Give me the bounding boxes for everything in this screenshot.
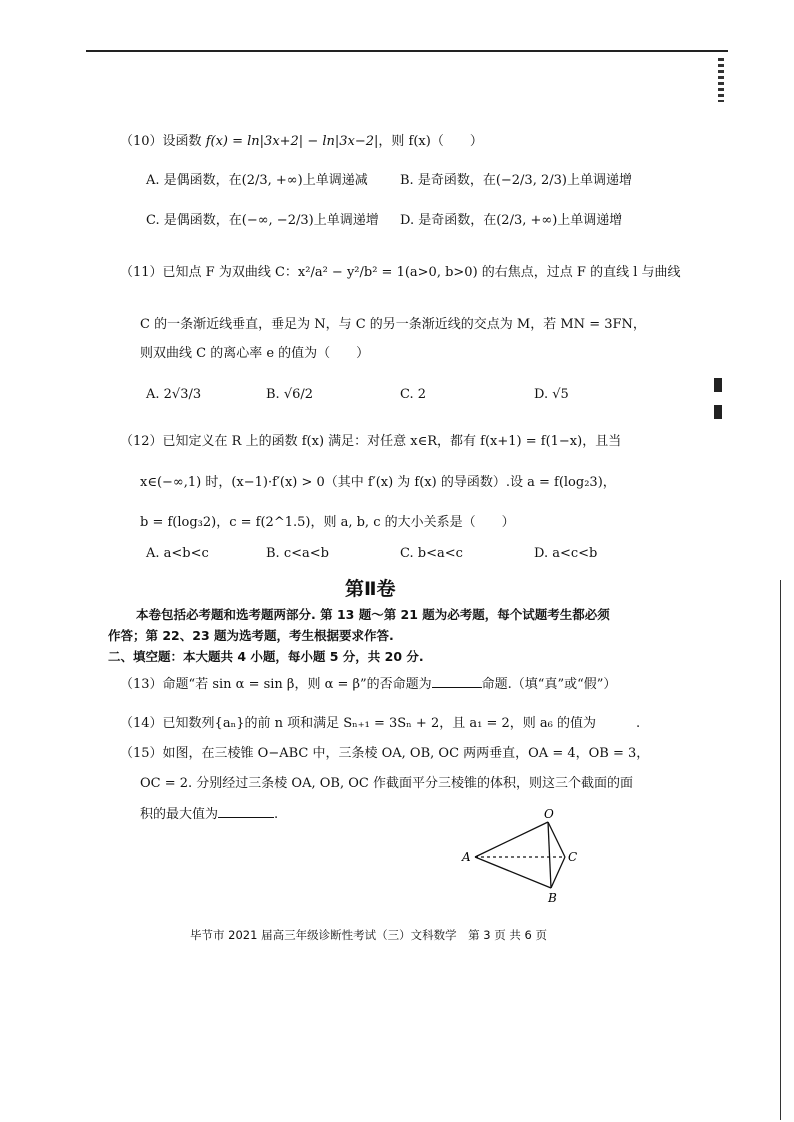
q14-tail: . (635, 716, 641, 731)
q13-tail: 命题.（填“真”或“假”） (481, 677, 617, 692)
header-rule (86, 50, 728, 52)
edge-bc (551, 857, 565, 888)
q10-prefix: （10）设函数 (120, 134, 202, 149)
q11-line2: C 的一条渐近线垂直，垂足为 N，与 C 的另一条渐近线的交点为 M，若 MN = 3FN， (140, 317, 646, 332)
q13-text: （13）命题“若 sin α = sin β，则 α = β”的否命题为 (120, 677, 432, 692)
q11-line1: （11）已知点 F 为双曲线 C：x²/a² − y²/b² = 1(a>0, b>0) 的右焦点，过点 F 的直线 l 与曲线 (120, 265, 681, 280)
vertex-label-o: O (544, 807, 554, 821)
section-heading: 二、填空题：本大题共 4 小题，每小题 5 分，共 20 分. (108, 649, 424, 664)
scan-edge-mark (718, 58, 724, 102)
edge-ab (475, 857, 551, 888)
q11-line3: 则双曲线 C 的离心率 e 的值为（ ） (140, 346, 370, 361)
vertex-label-c: C (568, 850, 578, 864)
q10-option-c: C. 是偶函数，在(−∞, −2/3)上单调递增 (146, 213, 379, 228)
q11-option-b: B. √6/2 (266, 387, 314, 402)
edge-oc (548, 822, 565, 857)
scan-edge-mark (714, 405, 722, 419)
q12-line2: x∈(−∞,1) 时，(x−1)·f′(x) > 0（其中 f′(x) 为 f(x) 的导函数）.设 a = f(log₂3)， (140, 475, 616, 490)
q12-option-c: C. b<a<c (400, 546, 463, 561)
part2-intro-line2: 作答；第 22、23 题为选考题，考生根据要求作答. (108, 628, 394, 643)
part2-title: 第Ⅱ卷 (345, 578, 396, 600)
q10-option-a: A. 是偶函数，在(2/3, +∞)上单调递减 (146, 173, 368, 188)
question-13 (120, 675, 616, 694)
q11-option-a: A. 2√3/3 (146, 387, 202, 402)
part2-intro-line1: 本卷包括必考题和选考题两部分. 第 13 题～第 21 题为必考题，每个试题考生都必须 (136, 607, 610, 622)
vertex-label-b: B (548, 891, 557, 905)
q12-option-b: B. c<a<b (266, 546, 329, 561)
q10-stem (120, 133, 483, 151)
q12-line1: （12）已知定义在 R 上的函数 f(x) 满足：对任意 x∈R，都有 f(x+1) = f(1−x)，且当 (120, 434, 622, 449)
edge-oa (475, 822, 548, 857)
q15-line3 (140, 805, 278, 824)
question-14 (120, 715, 640, 733)
q15-answer-blank (218, 805, 274, 818)
q15-line1: （15）如图，在三棱锥 O−ABC 中，三条棱 OA, OB, OC 两两垂直，OA = 4，OB = 3， (120, 746, 650, 761)
page-footer: 毕节市 2021 届高三年级诊断性考试（三）文科数学 第 3 页 共 6 页 (190, 928, 547, 942)
q12-line3: b = f(log₃2)，c = f(2^1.5)，则 a, b, c 的大小关系是（ ） (140, 515, 515, 530)
scan-right-border (780, 580, 781, 1120)
q11-option-c: C. 2 (400, 387, 427, 402)
tetrahedron-figure (455, 805, 595, 905)
q14-answer-blank (596, 715, 636, 727)
q10-option-b: B. 是奇函数，在(−2/3, 2/3)上单调递增 (400, 173, 632, 188)
q13-answer-blank (432, 675, 482, 688)
q15-tail: . (274, 807, 279, 822)
q11-option-d: D. √5 (534, 387, 569, 402)
q10-suffix: ，则 f(x)（ ） (378, 134, 483, 149)
scan-edge-mark (714, 378, 722, 392)
q15-line2: OC = 2. 分别经过三条棱 OA, OB, OC 作截面平分三棱锥的体积，则这三个截面的面 (140, 776, 633, 791)
vertex-label-a: A (462, 850, 471, 864)
edge-ob (548, 822, 551, 888)
q12-option-d: D. a<c<b (534, 546, 598, 561)
q15-line3-text: 积的最大值为 (140, 807, 219, 822)
q12-option-a: A. a<b<c (146, 546, 209, 561)
q10-option-d: D. 是奇函数，在(2/3, +∞)上单调递增 (400, 213, 623, 228)
q10-expr: f(x) = ln|3x+2| − ln|3x−2| (205, 134, 379, 149)
q14-text: （14）已知数列{aₙ}的前 n 项和满足 Sₙ₊₁ = 3Sₙ + 2，且 a₁ = 2，则 a₆ 的值为 (120, 716, 596, 731)
